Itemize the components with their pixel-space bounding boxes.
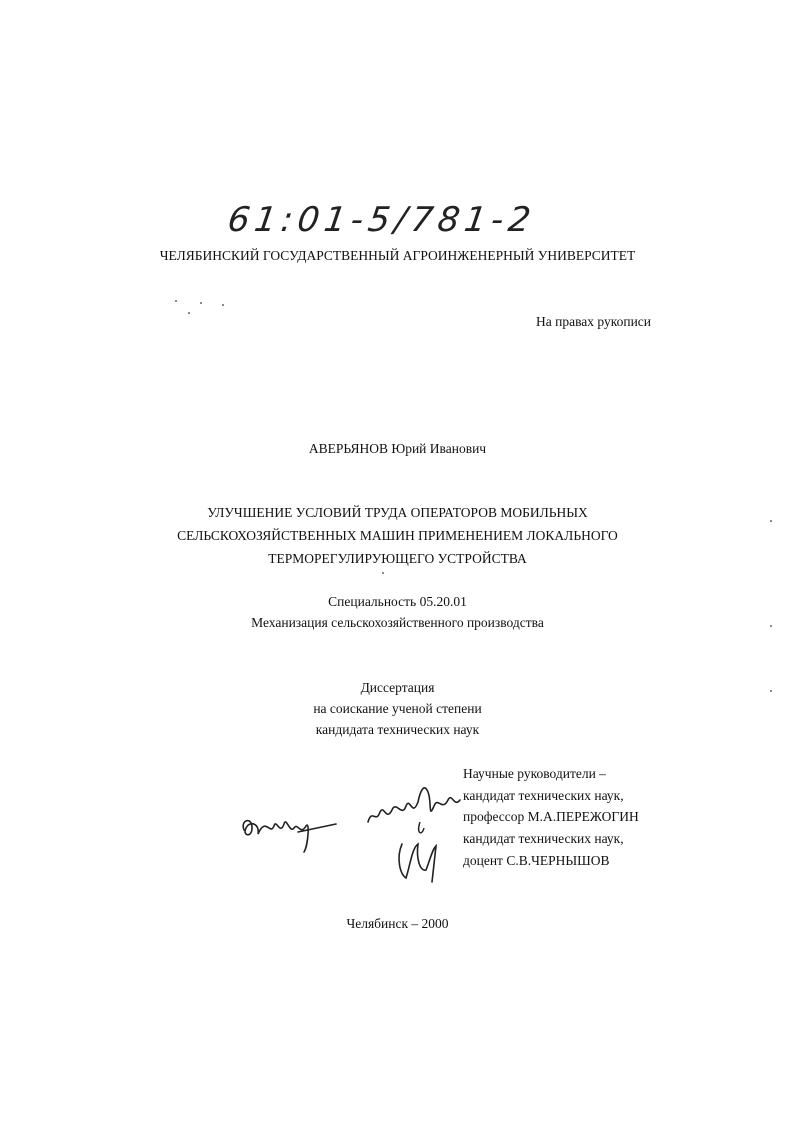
title-line: ТЕРМОРЕГУЛИРУЮЩЕГО УСТРОЙСТВА <box>268 551 527 566</box>
specialty-name: Механизация сельскохозяйственного производства <box>251 615 544 630</box>
scan-speck <box>222 304 224 306</box>
supervisor-line: кандидат технических наук, <box>463 788 624 803</box>
scan-speck <box>770 625 772 627</box>
supervisor-signatures <box>362 778 472 888</box>
title-line: СЕЛЬСКОХОЗЯЙСТВЕННЫХ МАШИН ПРИМЕНЕНИЕМ ЛОКАЛЬНОГО <box>177 528 618 543</box>
scan-speck <box>188 312 190 314</box>
scan-speck <box>175 300 177 302</box>
supervisor-line: доцент С.В.ЧЕРНЫШОВ <box>463 853 610 868</box>
scan-speck <box>770 690 772 692</box>
degree-line: Диссертация <box>360 680 435 695</box>
supervisor-line: кандидат технических наук, <box>463 831 624 846</box>
scan-speck <box>382 572 384 574</box>
university-name: ЧЕЛЯБИНСКИЙ ГОСУДАРСТВЕННЫЙ АГРОИНЖЕНЕРНЫЙ УНИВЕРСИТЕТ <box>159 248 636 263</box>
archive-number-handwritten: 61:01-5/781-2 <box>225 200 538 240</box>
degree-line: на соискание ученой степени <box>313 701 482 716</box>
rights-note: На правах рукописи <box>536 314 652 329</box>
specialty-code: Специальность 05.20.01 <box>328 594 467 609</box>
supervisor-line: Научные руководители – <box>463 766 606 781</box>
scan-speck <box>770 520 772 522</box>
degree-line: кандидата технических наук <box>315 722 480 737</box>
scan-speck <box>200 302 202 304</box>
title-line: УЛУЧШЕНИЕ УСЛОВИЙ ТРУДА ОПЕРАТОРОВ МОБИЛЬНЫХ <box>207 505 588 520</box>
supervisor-line: профессор М.А.ПЕРЕЖОГИН <box>463 809 639 824</box>
author-name: АВЕРЬЯНОВ Юрий Иванович <box>308 441 487 456</box>
author-signature <box>238 806 348 856</box>
place-year: Челябинск – 2000 <box>346 916 449 931</box>
